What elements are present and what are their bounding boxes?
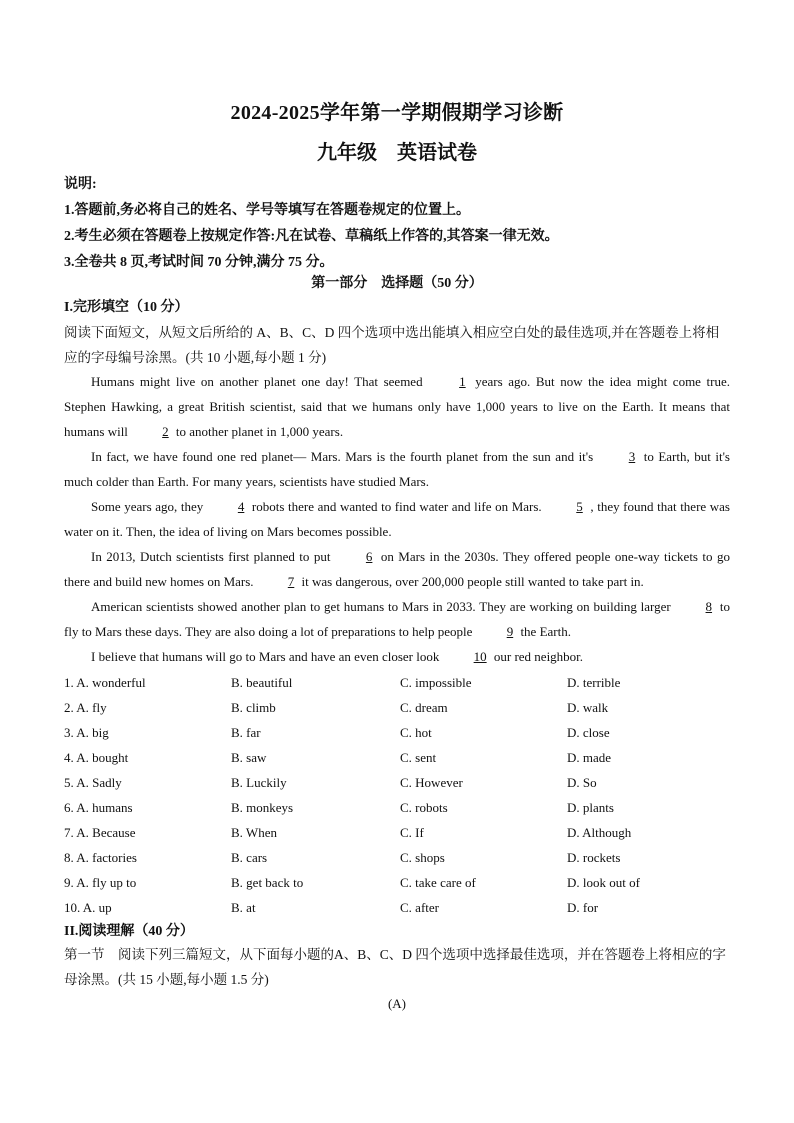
option-d[interactable]: D. close [567, 725, 610, 740]
option-d[interactable]: D. walk [567, 700, 609, 715]
option-c[interactable]: C. shops [400, 850, 445, 865]
blank-8: 8 [705, 599, 713, 614]
option-b[interactable]: B. get back to [231, 875, 304, 890]
option-row [64, 870, 744, 895]
option-b[interactable]: B. When [231, 825, 277, 840]
option-row [64, 745, 744, 770]
option-c[interactable]: C. However [400, 775, 463, 790]
option-a[interactable]: 6. A. humans [64, 800, 133, 815]
blank-5: 5 [576, 499, 583, 514]
exam-subtitle: 九年级 英语试卷 [317, 142, 477, 164]
option-c[interactable]: C. impossible [400, 675, 472, 690]
option-c[interactable]: C. take care of [400, 875, 476, 890]
option-b[interactable]: B. far [231, 725, 261, 740]
blank-7: 7 [287, 574, 295, 589]
blank-6: 6 [365, 549, 373, 564]
notes-block [64, 172, 734, 276]
option-c[interactable]: C. robots [400, 800, 448, 815]
option-b[interactable]: B. beautiful [231, 675, 293, 690]
passage-paragraph: Some years ago, they 4 robots there and wanted to find water and life on Mars. 5 , they found that there was water on it. Then, the idea of living on Mars becomes possible. [64, 494, 730, 544]
option-a[interactable]: 4. A. bought [64, 750, 129, 765]
cloze-passage [64, 369, 730, 669]
passage-paragraph: American scientists showed another plan to get humans to Mars in 2033. They are working on building larger 8 to fly to Mars these days. They are also doing a lot of preparations to help people 9 the Earth. [64, 594, 730, 644]
option-b[interactable]: B. at [231, 900, 256, 915]
passage-paragraph: In fact, we have found one red planet— Mars. Mars is the fourth planet from the sun and it's 3 to Earth, but it's much colder than Earth. For many years, scientists have studied Mars. [64, 444, 730, 494]
option-row [64, 770, 744, 795]
section-one-title: I.完形填空（10 分） [64, 300, 189, 315]
option-a[interactable]: 10. A. up [64, 900, 112, 915]
option-b[interactable]: B. cars [231, 850, 268, 865]
blank-3: 3 [628, 449, 636, 464]
blank-9: 9 [506, 624, 514, 639]
option-a[interactable]: 7. A. Because [64, 825, 136, 840]
option-d[interactable]: D. plants [567, 800, 614, 815]
option-row [64, 695, 744, 720]
notes-heading: 说明: [64, 177, 97, 192]
option-b[interactable]: B. Luckily [231, 775, 287, 790]
option-c[interactable]: C. hot [400, 725, 432, 740]
section-two-instruction: 第一节 阅读下列三篇短文，从下面每小题的A、B、C、D 四个选项中选择最佳选项，并在答题卷上将相应的字母涂黑。(共 15 小题,每小题 1.5 分) [64, 947, 726, 987]
note-item: 3.全卷共 8 页,考试时间 70 分钟,满分 75 分。 [64, 255, 334, 270]
blank-4: 4 [237, 499, 245, 514]
options-table [64, 670, 744, 920]
section-one-instruction: 阅读下面短文，从短文后所给的 A、B、C、D 四个选项中选出能填入相应空白处的最佳选项,并在答题卷上将相应的字母编号涂黑。(共 10 小题,每小题 1 分) [64, 325, 720, 365]
option-c[interactable]: C. dream [400, 700, 448, 715]
exam-title: 2024-2025学年第一学期假期学习诊断 [230, 102, 564, 124]
note-item: 1.答题前,务必将自己的姓名、学号等填写在答题卷规定的位置上。 [64, 203, 470, 218]
option-d[interactable]: D. for [567, 900, 599, 915]
option-row [64, 795, 744, 820]
option-a[interactable]: 5. A. Sadly [64, 775, 122, 790]
blank-2: 2 [162, 424, 169, 439]
option-b[interactable]: B. saw [231, 750, 267, 765]
option-a[interactable]: 2. A. fly [64, 700, 107, 715]
option-c[interactable]: C. If [400, 825, 424, 840]
passage-a-mark: (A) [387, 996, 407, 1011]
passage-paragraph: I believe that humans will go to Mars and have an even closer look 10 our red neighbor. [64, 644, 730, 669]
section-two-title: II.阅读理解（40 分） [64, 924, 194, 939]
option-row [64, 820, 744, 845]
option-d[interactable]: D. terrible [567, 675, 621, 690]
option-b[interactable]: B. monkeys [231, 800, 294, 815]
option-row [64, 845, 744, 870]
option-a[interactable]: 9. A. fly up to [64, 875, 137, 890]
option-d[interactable]: D. look out of [567, 875, 640, 890]
option-a[interactable]: 8. A. factories [64, 850, 137, 865]
option-b[interactable]: B. climb [231, 700, 276, 715]
part-one-title: 第一部分 选择题（50 分） [311, 276, 483, 291]
blank-1: 1 [459, 374, 466, 389]
option-d[interactable]: D. Although [567, 825, 632, 840]
option-a[interactable]: 1. A. wonderful [64, 675, 146, 690]
option-row [64, 720, 744, 745]
option-a[interactable]: 3. A. big [64, 725, 109, 740]
option-c[interactable]: C. sent [400, 750, 437, 765]
option-d[interactable]: D. made [567, 750, 612, 765]
option-row [64, 895, 744, 920]
passage-paragraph: In 2013, Dutch scientists first planned to put 6 on Mars in the 2030s. They offered people one-way tickets to go there and build new homes on Mars. 7 it was dangerous, over 200,000 people still wanted to take part in. [64, 544, 730, 594]
note-item: 2.考生必须在答题卷上按规定作答:凡在试卷、草稿纸上作答的,其答案一律无效。 [64, 229, 559, 244]
option-c[interactable]: C. after [400, 900, 439, 915]
blank-10: 10 [473, 649, 487, 664]
option-row [64, 670, 744, 695]
option-d[interactable]: D. So [567, 775, 597, 790]
option-d[interactable]: D. rockets [567, 850, 621, 865]
passage-paragraph: Humans might live on another planet one day! That seemed 1 years ago. But now the idea might come true. Stephen Hawking, a great British scientist, said that we humans only have 1,000 years to live on the Earth. It means that humans will 2 to another planet in 1,000 years. [64, 369, 730, 444]
